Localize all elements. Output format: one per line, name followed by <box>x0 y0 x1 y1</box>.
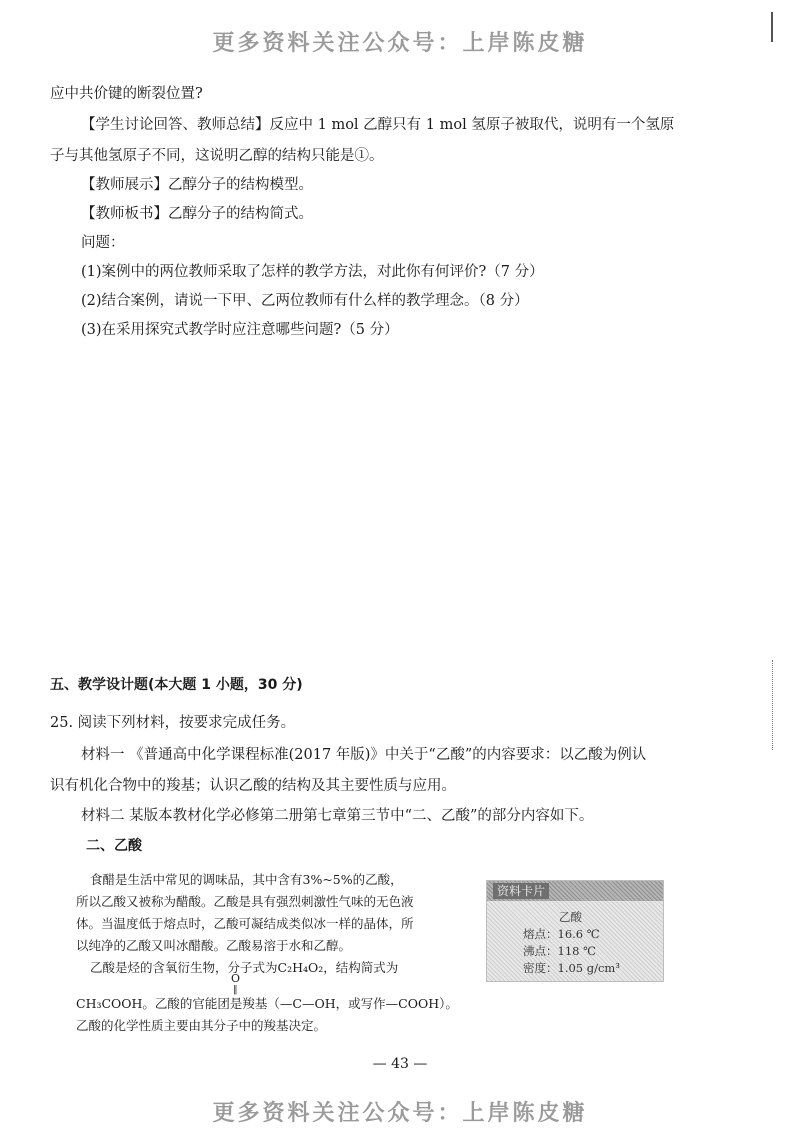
material-1-line-2: 识有机化合物中的羧基；认识乙酸的结构及其主要性质与应用。 <box>50 778 456 794</box>
info-card-header <box>487 881 663 901</box>
textbook-line: 乙酸的化学性质主要由其分子中的羧基决定。 <box>76 1018 327 1033</box>
text-line: 子与其他氢原子不同，这说明乙醇的结构只能是①。 <box>50 148 384 164</box>
material-2: 材料二 某版本教材化学必修第二册第七章第三节中“二、乙酸”的部分内容如下。 <box>81 808 594 824</box>
info-card-density: 密度：1.05 g/cm³ <box>523 961 620 975</box>
text-line: 【学生讨论回答、教师总结】反应中 1 mol 乙醇只有 1 mol 氢原子被取代，说明有一个氢原 <box>81 117 675 133</box>
info-card-tag: 资料卡片 <box>493 883 549 899</box>
material-1-line-1: 材料一 《普通高中化学课程标准(2017 年版)》中关于“乙酸”的内容要求：以乙酸为例认 <box>81 747 647 763</box>
watermark-bottom: 更多资料关注公众号：上岸陈皮糖 <box>212 1101 588 1126</box>
info-card-boiling-point: 沸点：118 ℃ <box>523 944 596 958</box>
scan-edge-mark <box>771 12 773 42</box>
carbonyl-oxygen: O <box>231 972 241 985</box>
section-title: 五、教学设计题(本大题 1 小题，30 分) <box>50 677 303 693</box>
textbook-line: 乙酸是烃的含氧衍生物，分子式为C₂H₄O₂，结构简式为 <box>90 960 399 975</box>
carbonyl-double-bond: ‖ <box>233 985 238 995</box>
textbook-line: 所以乙酸又被称为醋酸。乙酸是具有强烈刺激性气味的无色液 <box>76 894 414 909</box>
info-card <box>486 880 664 982</box>
textbook-line: 食醋是生活中常见的调味品，其中含有3%~5%的乙酸， <box>90 872 403 887</box>
info-card-name: 乙酸 <box>559 910 582 924</box>
info-card-melting-point: 熔点：16.6 ℃ <box>523 927 600 941</box>
textbook-line: 体。当温度低于熔点时，乙酸可凝结成类似冰一样的晶体，所 <box>76 916 414 931</box>
question-2: (2)结合案例，请说一下甲、乙两位教师有什么样的教学理念。（8 分） <box>81 293 529 309</box>
question-3: (3)在采用探究式教学时应注意哪些问题?（5 分） <box>81 322 399 338</box>
text-line: 应中共价键的断裂位置? <box>50 86 203 102</box>
text-line: 问题： <box>81 235 125 251</box>
textbook-line: CH₃COOH。乙酸的官能团是羧基（—C—OH，或写作—COOH）。 <box>76 996 458 1011</box>
text-line: 【教师板书】乙醇分子的结构简式。 <box>81 206 313 222</box>
watermark-top: 更多资料关注公众号：上岸陈皮糖 <box>212 31 588 56</box>
scan-edge-dots <box>772 660 773 750</box>
page-number: — 43 — <box>372 1056 428 1072</box>
text-line: 【教师展示】乙醇分子的结构模型。 <box>81 177 313 193</box>
question-25: 25. 阅读下列材料，按要求完成任务。 <box>50 715 296 731</box>
textbook-line: 以纯净的乙酸又叫冰醋酸。乙酸易溶于水和乙醇。 <box>76 938 352 953</box>
subsection-title: 二、乙酸 <box>86 838 142 854</box>
question-1: (1)案例中的两位教师采取了怎样的教学方法，对此你有何评价?（7 分） <box>81 264 544 280</box>
